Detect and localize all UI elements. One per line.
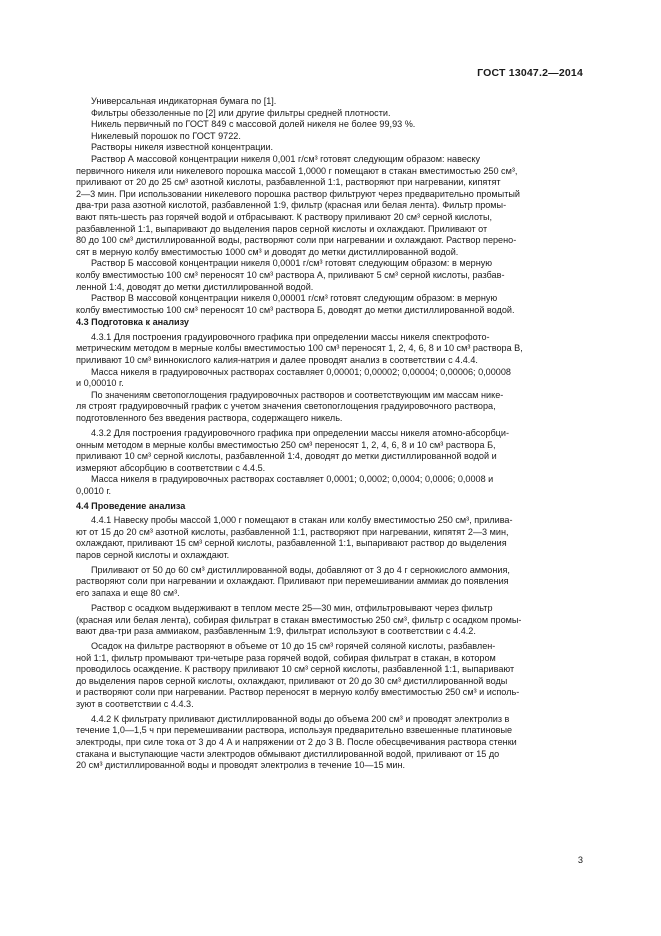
document-code: ГОСТ 13047.2—2014 <box>477 67 583 79</box>
paragraph: По значениям светопоглощения градуировочных растворов и соответствующим им массам нике- ля строят градуировочный график с учетом значения светопоглощения градуировочного раствора, подготовленного без введения раствора, содержащего никель. <box>76 389 504 424</box>
paragraph: Раствор с осадком выдерживают в теплом месте 25—30 мин, отфильтровывают через фильтр (красная или белая лента), собирая фильтрат в стакан вместимостью 250 см³, фильтр с осадком промы- вают два-три раза аммиаком, разбавленным 1:9, фильтрат используют в соответствии с 4.4.2. <box>76 602 522 637</box>
section-heading: 4.3 Подготовка к анализу <box>76 317 189 328</box>
paragraph: 4.4.2 К фильтрату приливают дистиллированной воды до объема 200 см³ и проводят электролиз в течение 1,0—1,5 ч при перемешивании раствора, используя предварительно взвешенные платиновые электроды, при силе тока от 3 до 4 А и напряжении от 2 до 3 В. После обесцвечивания раствора стенки стакана и выступающие части электродов обмывают дистиллированной водой, приливают от 15 до 20 см³ дистиллированной воды и проводят электролиз в течение 10—15 мин. <box>76 713 517 771</box>
paragraph: 4.3.2 Для построения градуировочного графика при определении массы никеля атомно-абсорбци- онным методом в мерные колбы вместимостью 250 см³ переносят 1, 2, 4, 6, 8 и 10 см³ раствора Б, приливают 10 см³ серной кислоты, разбавленной 1:4, доводят до метки дистиллированной водой и измеряют абсорбцию в соответствии с 4.4.5. <box>76 427 509 473</box>
paragraph: Раствор Б массовой концентрации никеля 0,0001 г/см³ готовят следующим образом: в мерную колбу вместимостью 100 см³ переносят 10 см³ раствора А, приливают 5 см³ серной кислоты, разбав- ленной 1:4, доводят до метки дистиллированной водой. <box>76 258 505 292</box>
paragraph: 4.4.1 Навеску пробы массой 1,000 г помещают в стакан или колбу вместимостью 250 см³, прилива- ют от 15 до 20 см³ азотной кислоты, разбавленной 1:1, растворяют при нагревании, кипятят 2—3 мин, охлаждают, приливают 15 см³ серной кислоты, разбавленной 1:1, выпаривают раствор до выделения паров серной кислоты и охлаждают. <box>76 515 513 560</box>
paragraph: Универсальная индикаторная бумага по [1]. <box>91 96 277 106</box>
paragraph: Никелевый порошок по ГОСТ 9722. <box>91 130 241 141</box>
paragraph: Никель первичный по ГОСТ 849 с массовой долей никеля не более 99,93 %. <box>91 119 416 130</box>
paragraph: Фильтры обеззоленные по [2] или другие фильтры средней плотности. <box>91 107 391 118</box>
paragraph: Раствор В массовой концентрации никеля 0,00001 г/см³ готовят следующим образом: в мерную колбу вместимостью 100 см³ переносят 10 см³ раствора Б, доводят до метки дистиллированной водой. <box>76 293 515 315</box>
paragraph: Приливают от 50 до 60 см³ дистиллированной воды, добавляют от 3 до 4 г сернокислого аммония, растворяют соли при нагревании и охлаждают. Приливают при перемешивании аммиак до появления его запаха и еще 80 см³. <box>76 564 510 599</box>
paragraph: Масса никеля в градуировочных растворах составляет 0,00001; 0,00002; 0,00004; 0,00006; 0,00008 и 0,00010 г. <box>76 366 511 389</box>
paragraph: Растворы никеля известной концентрации. <box>91 142 274 153</box>
paragraph: Осадок на фильтре растворяют в объеме от 10 до 15 см³ горячей соляной кислоты, разбавлен- ной 1:1, фильтр промывают три-четыре раза горячей водой, собирая фильтрат в стакан, в котором проводилось осаждение. К раствору приливают 10 см³ серной кислоты, разбавленной 1:1, выпаривают до выделения паров серной кислоты, охлаждают, приливают от 20 до 30 см³ дистиллированной воды и растворяют соли при нагревании. Раствор переносят в мерную колбу вместимостью 250 см³ и исполь- зуют в соответствии с 4.4.3. <box>76 640 520 709</box>
page-body <box>76 96 584 772</box>
paragraph: Масса никеля в градуировочных растворах составляет 0,0001; 0,0002; 0,0004; 0,0006; 0,0008 и 0,0010 г. <box>76 474 494 496</box>
paragraph: 4.3.1 Для построения градуировочного графика при определении массы никеля спектрофото- метрическим методом в мерные колбы вместимостью 100 см³ переносят 1, 2, 4, 6, 8 и 10 см³ раствора В, приливают 10 см³ виннокислого калия-натрия и далее проводят анализ в соответствии с 4.4.4. <box>76 331 523 366</box>
page-number: 3 <box>577 855 583 865</box>
section-heading: 4.4 Проведение анализа <box>76 500 186 511</box>
paragraph: Раствор А массовой концентрации никеля 0,001 г/см³ готовят следующим образом: навеску первичного никеля или никелевого порошка массой 1,0000 г помещают в стакан вместимостью 250 см³, приливают от 20 до 25 см³ азотной кислоты, разбавленной 1:1, растворяют при нагревании, кипятят 2—3 мин. При использовании никелевого порошка раствор фильтруют через предварительно промытый два-три раза азотной кислотой, разбавленной 1:9, фильтр (красная или белая лента). Фильтр промы- вают пять-шесть раз горячей водой и отбрасывают. К раствору приливают 20 см³ серной кислоты, разбавленной 1:1, выпаривают до выделения паров серной кислоты и охлаждают. Приливают от 80 до 100 см³ дистиллированной воды, растворяют соли при нагревании и охлаждают. Раствор перено- сят в мерную колбу вместимостью 1000 см³ и доводят до метки дистиллированной водой. <box>76 153 520 257</box>
